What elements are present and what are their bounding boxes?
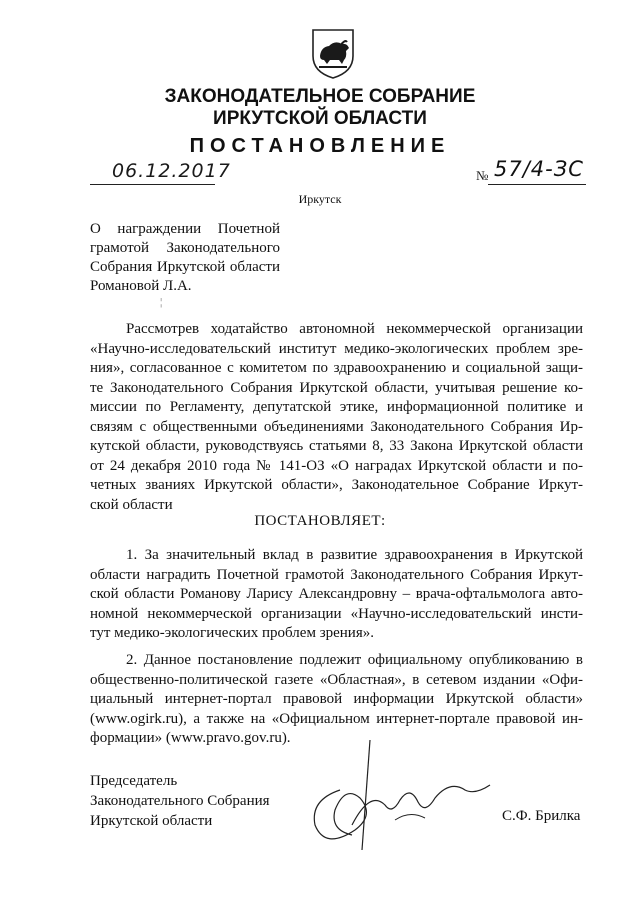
text-line: 1. За значительный вклад в развитие здравоохранения в Иркутской bbox=[126, 547, 583, 563]
preamble-paragraph bbox=[90, 320, 583, 515]
signatory-title-line: Законодательного Собрания bbox=[90, 793, 270, 809]
signatory-title-line: Председатель bbox=[90, 773, 178, 789]
decree-word: ПОСТАНОВЛЯЕТ: bbox=[254, 513, 386, 529]
document-number: 57/4-ЗС bbox=[494, 157, 584, 181]
decision-item-1 bbox=[90, 546, 583, 644]
text-line: ской области Романову Ларису Александровну – врача-офтальмолога авто- bbox=[90, 586, 583, 602]
number-label: № bbox=[476, 168, 489, 183]
text-line: циальный интернет-портал правовой информации Иркутской области» bbox=[90, 691, 583, 707]
text-line: «Научно-исследовательский институт медико-экологических проблем зре- bbox=[90, 340, 583, 357]
date-underline bbox=[90, 184, 215, 185]
text-line: формации» (www.pravo.gov.ru). bbox=[90, 730, 291, 746]
text-line: кутской области, руководствуясь статьями 8, 33 Закона Иркутской области bbox=[90, 438, 583, 454]
number-underline bbox=[488, 184, 586, 185]
text-line: области наградить Почетной грамотой Законодательного Собрания Иркут- bbox=[90, 566, 583, 583]
text-line: ской области bbox=[90, 496, 173, 513]
text-line: миссии по Регламенту, депутатской этике, информационной политике и bbox=[90, 399, 583, 415]
text-line: связям с общественными объединениями Законодательного Собрания Ир- bbox=[90, 418, 583, 435]
text-line: 2. Данное постановление подлежит официальному опубликованию в bbox=[126, 652, 583, 668]
document-date: 06.12.2017 bbox=[112, 160, 231, 182]
text-line: (www.ogirk.ru), а также на «Официальном интернет-портале правовой ин- bbox=[90, 710, 583, 727]
coat-of-arms-icon bbox=[309, 26, 357, 80]
signatory-name: С.Ф. Брилка bbox=[502, 808, 581, 824]
subject-line: О награждении Почетной bbox=[90, 221, 280, 237]
text-line: номной некоммерческой организации «Научно-исследовательский инсти- bbox=[90, 605, 583, 622]
margin-mark: ¦ bbox=[160, 296, 163, 308]
signatory-title bbox=[90, 771, 270, 831]
handwritten-signature bbox=[300, 730, 500, 860]
text-line: общественно-политической газете «Областная», в сетевом издании «Офи- bbox=[90, 671, 583, 688]
text-line: от 24 декабря 2010 года № 141-ОЗ «О наградах Иркутской области и по- bbox=[90, 457, 583, 474]
text-line: четных званиях Иркутской области», Законодательное Собрание Иркут- bbox=[90, 477, 583, 493]
signatory-title-line: Иркутской области bbox=[90, 813, 213, 829]
text-line: Рассмотрев ходатайство автономной некоммерческой организации bbox=[126, 321, 583, 337]
organization-name-line-1: ЗАКОНОДАТЕЛЬНОЕ СОБРАНИЕ bbox=[164, 86, 476, 107]
text-line: те Законодательного Собрания Иркутской области, учитывая решение ко- bbox=[90, 379, 583, 396]
text-line: ния», согласованное с комитетом по здравоохранению и социальной защи- bbox=[90, 360, 583, 376]
document-type: ПОСТАНОВЛЕНИЕ bbox=[189, 135, 451, 157]
subject-line: Собрания Иркутской области bbox=[90, 259, 280, 275]
city: Иркутск bbox=[298, 192, 342, 206]
organization-name-line-2: ИРКУТСКОЙ ОБЛАСТИ bbox=[213, 108, 427, 129]
subject-line: грамотой Законодательного bbox=[90, 240, 280, 256]
document-subject bbox=[90, 220, 280, 296]
text-line: тут медико-экологических проблем зрения». bbox=[90, 625, 374, 641]
subject-line: Романовой Л.А. bbox=[90, 278, 192, 294]
